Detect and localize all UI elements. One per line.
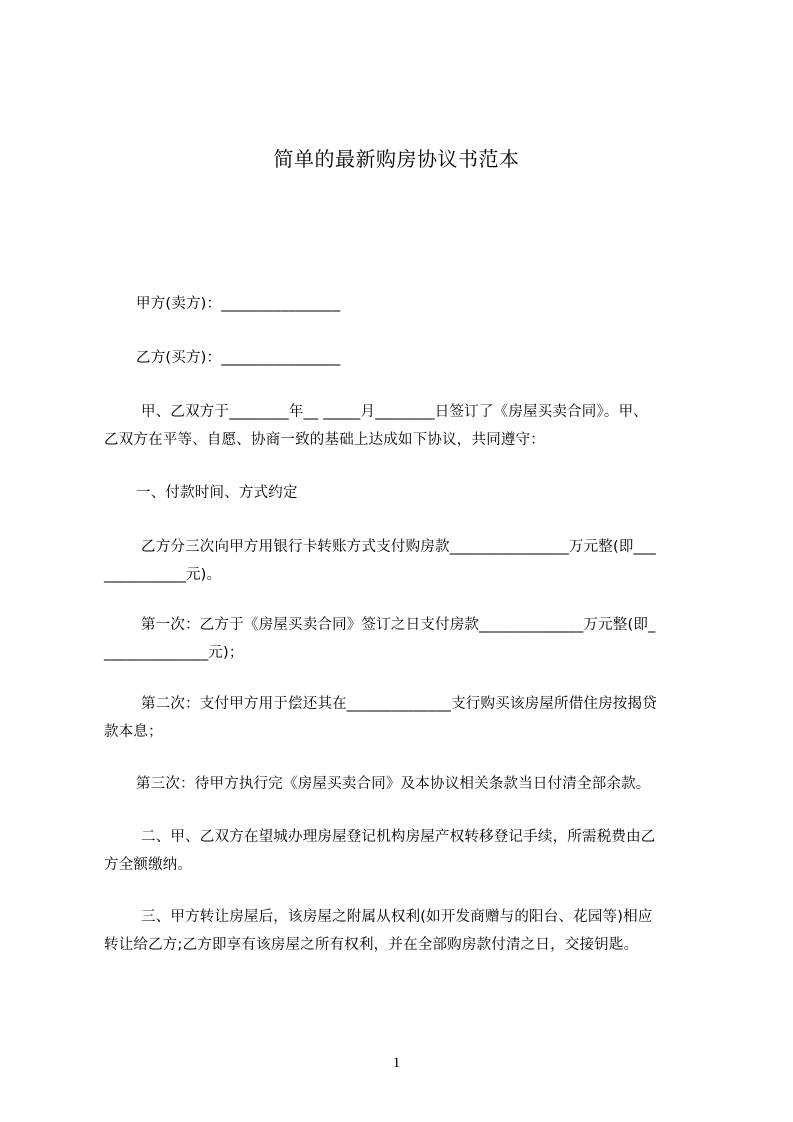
paragraph-second-line-1: 第二次：支付甲方用于偿还其在______________支行购买该房屋所借住房按揭贷	[141, 696, 657, 712]
document-title: 简单的最新购房协议书范本	[273, 147, 520, 171]
paragraph-second-line-2: 款本息；	[104, 724, 163, 740]
paragraph-first-line-1: 第一次：乙方于《房屋买卖合同》签订之日支付房款______________万元整(即_	[141, 617, 656, 633]
paragraph-first-line-2: ______________元)；	[104, 645, 244, 661]
section-heading-payment: 一、付款时间、方式约定	[136, 485, 298, 501]
paragraph-clause3-line-2: 转让给乙方;乙方即享有该房屋之所有权利，并在全部购房款付清之日，交接钥匙。	[104, 937, 639, 953]
paragraph-clause2-line-1: 二、甲、乙双方在望城办理房屋登记机构房屋产权转移登记手续，所需税费由乙	[141, 829, 656, 845]
seller-line: 甲方(卖方)：________________	[136, 296, 341, 312]
paragraph-clause3-line-1: 三、甲方转让房屋后，该房屋之附属从权利(如开发商赠与的阳台、花园等)相应	[141, 909, 653, 925]
paragraph-intro-line-1: 甲、乙双方于________年__ _____月________日签订了《房屋买卖合同》。甲、	[141, 404, 649, 420]
paragraph-payment-line-2: ___________元)。	[104, 567, 222, 583]
buyer-line: 乙方(买方)：________________	[136, 350, 341, 366]
paragraph-third-line: 第三次：待甲方执行完《房屋买卖合同》及本协议相关条款当日付清全部余款。	[136, 776, 651, 792]
paragraph-payment-line-1: 乙方分三次向甲方用银行卡转账方式支付购房款________________万元整(即___	[141, 539, 656, 555]
paragraph-clause2-line-2: 方全额缴纳。	[104, 857, 193, 873]
paragraph-intro-line-2: 乙双方在平等、自愿、协商一致的基础上达成如下协议，共同遵守：	[104, 432, 545, 448]
page-number: 1	[392, 1055, 401, 1071]
